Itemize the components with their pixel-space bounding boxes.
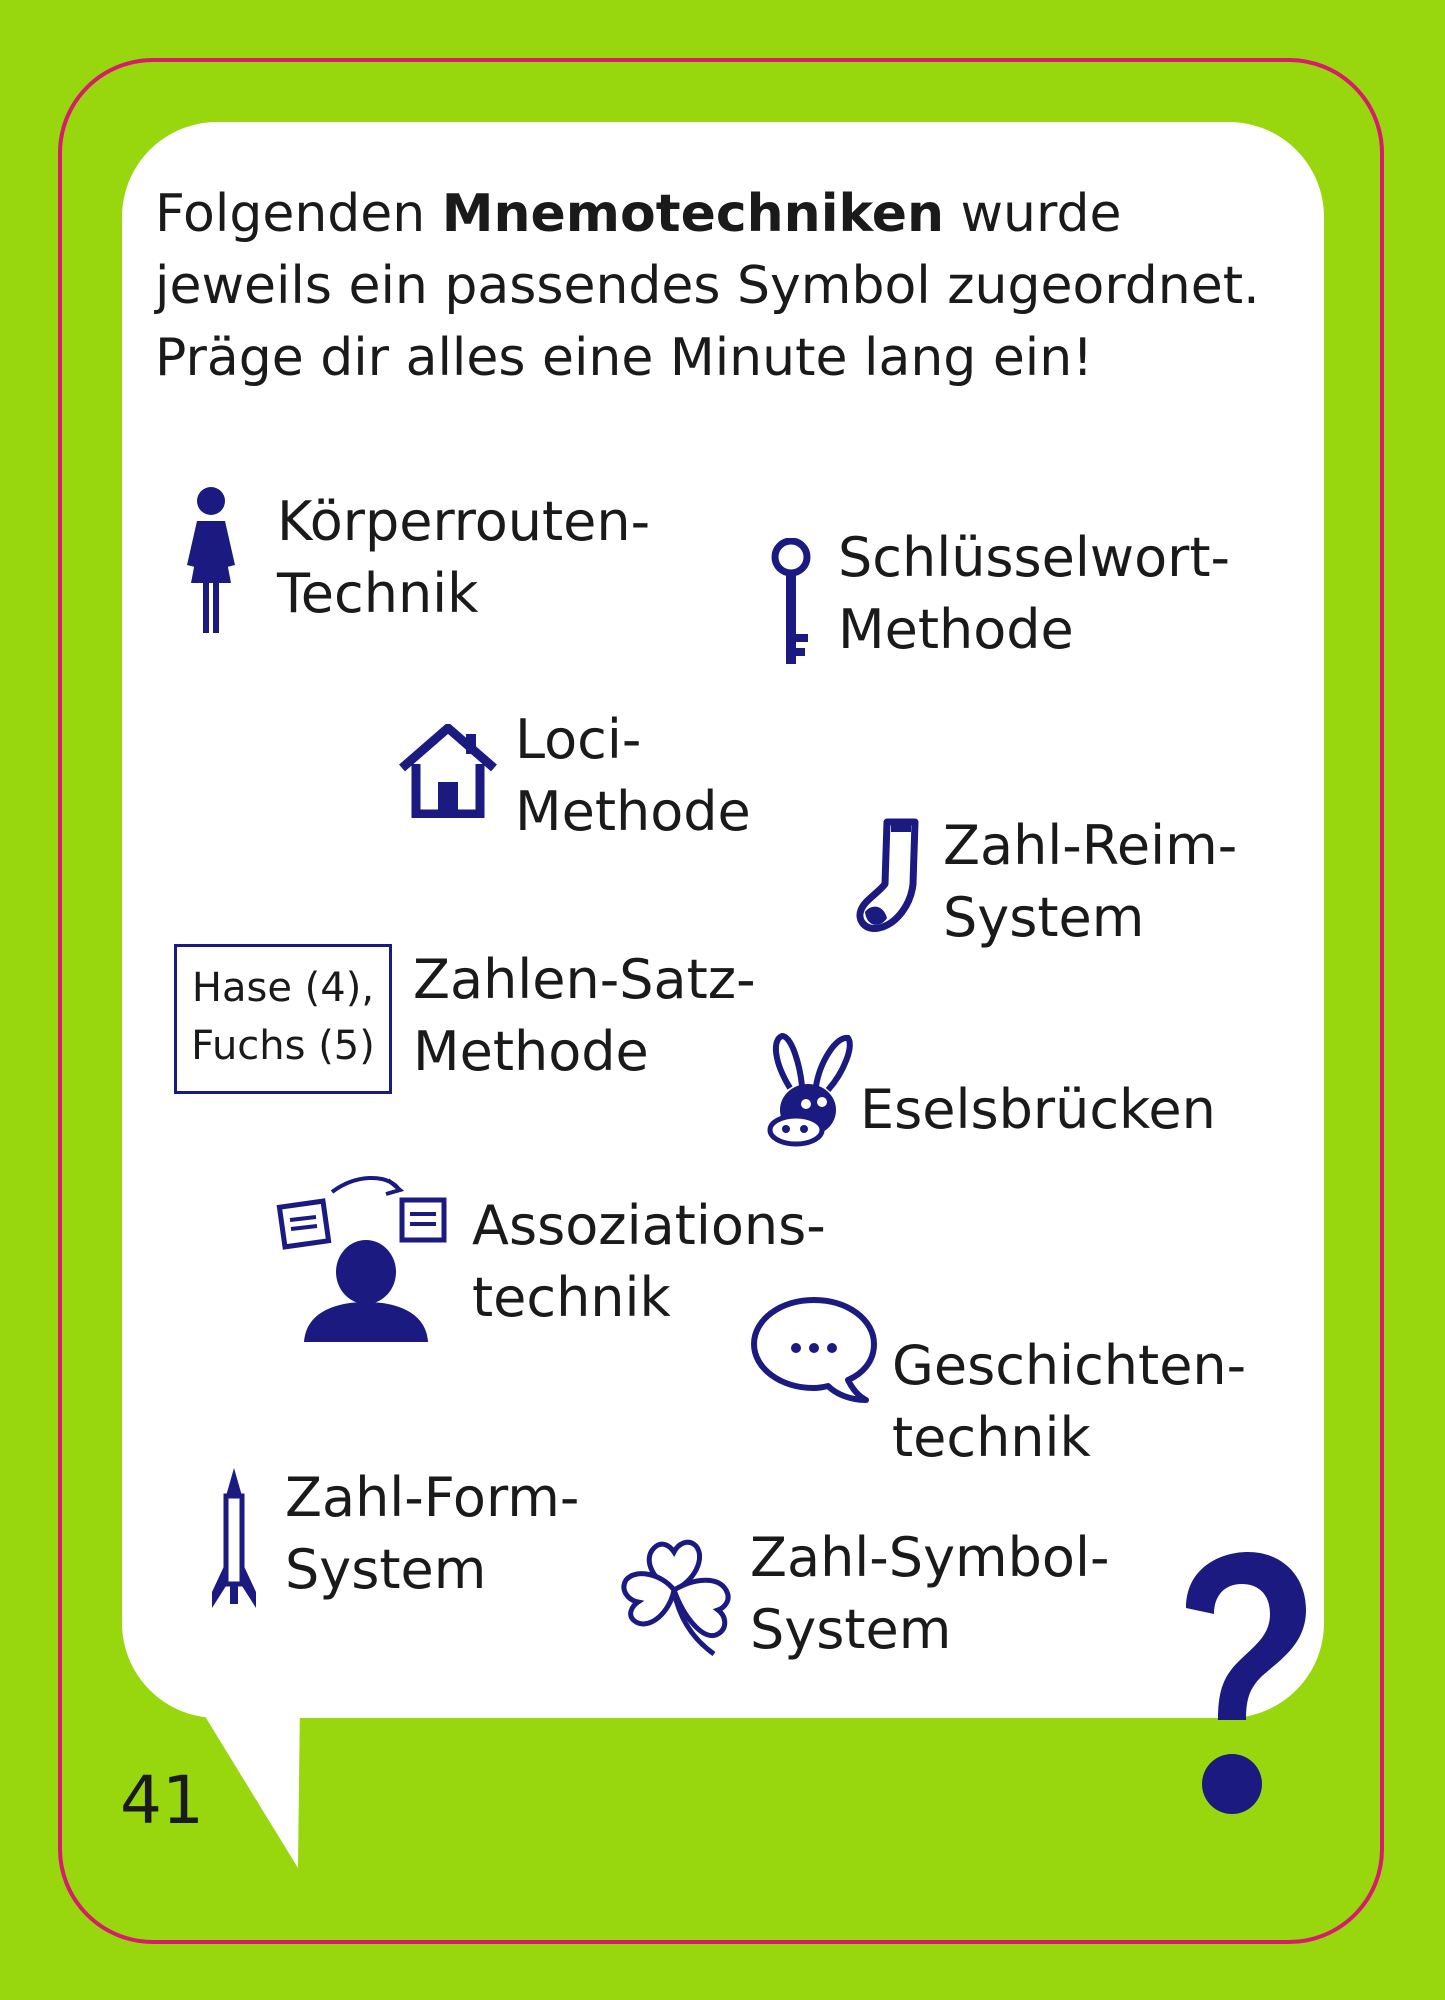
technique-line2: Methode xyxy=(413,1020,649,1083)
intro-after: wurde jeweils ein passendes Symbol zugeordnet. Präge dir alles eine Minute lang ein! xyxy=(155,184,1260,388)
technique-line2: Methode xyxy=(838,598,1074,661)
number-box xyxy=(174,944,392,1094)
technique-loci xyxy=(515,704,751,848)
donkey-icon xyxy=(760,1032,856,1148)
technique-line1: Körperrouten- xyxy=(277,490,651,553)
technique-zahl-form xyxy=(285,1462,579,1606)
question-mark-icon xyxy=(1170,1548,1310,1824)
sock-icon xyxy=(853,818,925,934)
technique-line2: Technik xyxy=(277,562,479,625)
technique-zahl-symbol xyxy=(750,1522,1109,1666)
technique-line1: Zahlen-Satz- xyxy=(413,948,756,1011)
technique-line1: Geschichten- xyxy=(892,1334,1247,1397)
rocket-icon xyxy=(208,1466,260,1610)
speech-bubble-icon xyxy=(748,1294,880,1406)
number-box-line2: Fuchs (5) xyxy=(191,1023,375,1069)
number-box-line1: Hase (4), xyxy=(191,965,375,1011)
technique-zahlen-satz xyxy=(413,944,756,1088)
house-icon xyxy=(398,724,498,818)
technique-geschichten xyxy=(892,1330,1246,1474)
technique-line2: System xyxy=(943,886,1145,949)
technique-line2: technik xyxy=(472,1266,671,1329)
technique-line1: Loci- xyxy=(515,708,642,771)
page-number: 41 xyxy=(120,1762,204,1839)
technique-zahl-reim xyxy=(943,810,1237,954)
woman-icon xyxy=(183,485,239,635)
intro-text xyxy=(155,178,1295,394)
technique-line1: Zahl-Form- xyxy=(285,1466,580,1529)
technique-koerperrouten xyxy=(277,486,650,630)
technique-line1: Zahl-Symbol- xyxy=(750,1526,1110,1589)
technique-line1: Zahl-Reim- xyxy=(943,814,1238,877)
technique-line2: System xyxy=(750,1598,952,1661)
technique-schluesselwort xyxy=(838,522,1230,666)
technique-line2: Methode xyxy=(515,780,751,843)
technique-line1: Assoziations- xyxy=(472,1194,826,1257)
key-icon xyxy=(766,538,816,666)
technique-line2: technik xyxy=(892,1406,1091,1469)
technique-line1: Eselsbrücken xyxy=(860,1078,1216,1141)
intro-bold: Mnemotechniken xyxy=(441,184,944,244)
head-notes-icon xyxy=(276,1172,456,1346)
technique-line2: System xyxy=(285,1538,487,1601)
technique-eselsbruecken xyxy=(860,1074,1216,1146)
technique-line1: Schlüsselwort- xyxy=(838,526,1230,589)
clover-icon xyxy=(614,1530,738,1658)
intro-before: Folgenden xyxy=(155,184,442,244)
